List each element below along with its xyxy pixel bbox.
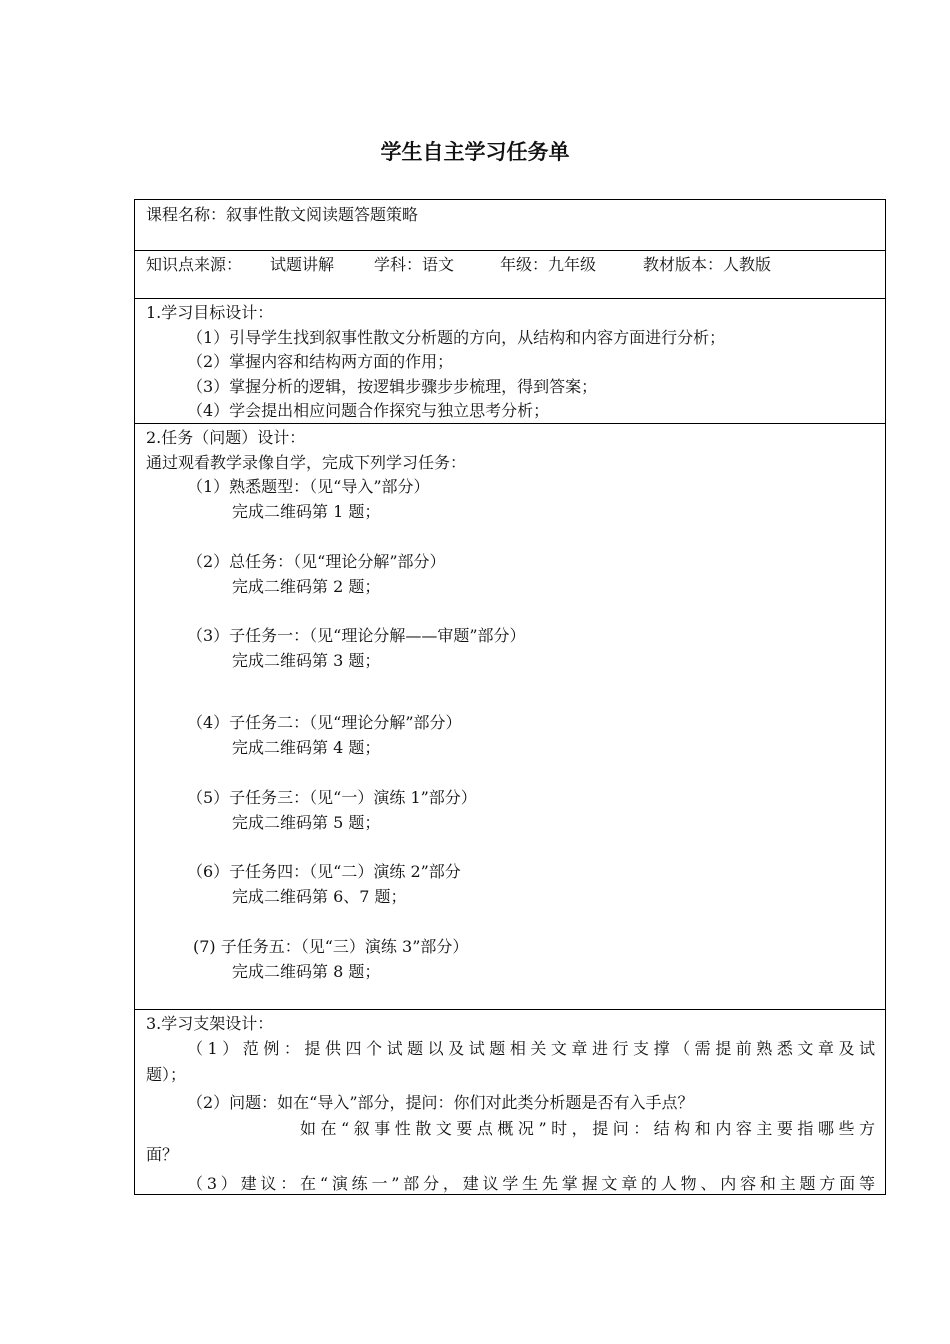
- goals-heading: 1.学习目标设计：: [146, 303, 274, 322]
- course-name: 课程名称：叙事性散文阅读题答题策略: [146, 205, 419, 224]
- goals-section: [135, 299, 885, 424]
- task-detail: 完成二维码第 8 题；: [232, 962, 381, 981]
- task-title: （2）总任务：（见“理论分解”部分）: [187, 552, 446, 571]
- scaffold-question-end: 面？: [146, 1145, 179, 1164]
- task-detail: 完成二维码第 3 题；: [232, 651, 381, 670]
- goal-item: （1）引导学生找到叙事性散文分析题的方向，从结构和内容方面进行分析；: [187, 328, 726, 347]
- scaffold-heading: 3.学习支架设计：: [146, 1014, 274, 1033]
- scaffold-example: （1）范例：提供四个试题以及试题相关文章进行支撑（需提前熟悉文章及试: [187, 1039, 875, 1058]
- scaffold-section: [135, 1010, 885, 1195]
- course-row: [135, 200, 885, 251]
- subject-field: 学科：语文: [374, 255, 455, 274]
- task-title: （3）子任务一：（见“理论分解——审题”部分）: [187, 626, 526, 645]
- task-detail: 完成二维码第 1 题；: [232, 502, 381, 521]
- source-value: 试题讲解: [270, 255, 335, 274]
- task-detail: 完成二维码第 4 题；: [232, 738, 381, 757]
- grade-field: 年级：九年级: [500, 255, 597, 274]
- goal-item: （3）掌握分析的逻辑，按逻辑步骤步步梳理，得到答案；: [187, 377, 598, 396]
- source-label: 知识点来源：: [146, 255, 243, 274]
- task-detail: 完成二维码第 2 题；: [232, 577, 381, 596]
- task-sheet-table: [134, 199, 886, 1195]
- task-title: （6）子任务四：（见“二）演练 2”部分: [187, 862, 461, 881]
- goal-item: （4）学会提出相应问题合作探究与独立思考分析；: [187, 401, 550, 420]
- tasks-intro: 通过观看教学录像自学，完成下列学习任务：: [146, 453, 467, 472]
- scaffold-suggestion: （3）建议：在“演练一”部分，建议学生先掌握文章的人物、内容和主题方面等: [187, 1174, 875, 1193]
- task-title: （1）熟悉题型：（见“导入”部分）: [187, 477, 430, 496]
- scaffold-example-cont: 题）；: [146, 1065, 187, 1084]
- edition-field: 教材版本：人教版: [643, 255, 772, 274]
- tasks-section: [135, 424, 885, 1010]
- task-detail: 完成二维码第 5 题；: [232, 813, 381, 832]
- meta-row: [135, 251, 885, 299]
- page-title: 学生自主学习任务单: [380, 140, 570, 164]
- tasks-heading: 2.任务（问题）设计：: [146, 428, 306, 447]
- scaffold-question-cont: 如在“叙事性散文要点概况”时，提问：结构和内容主要指哪些方: [300, 1119, 875, 1138]
- task-title: （5）子任务三：（见“一）演练 1”部分）: [187, 788, 477, 807]
- task-title: (7) 子任务五：（见“三）演练 3”部分）: [193, 937, 469, 956]
- scaffold-question: （2）问题：如在“导入”部分，提问：你们对此类分析题是否有入手点？: [187, 1093, 694, 1112]
- goal-item: （2）掌握内容和结构两方面的作用；: [187, 352, 454, 371]
- task-detail: 完成二维码第 6、7 题；: [232, 887, 407, 906]
- task-title: （4）子任务二：（见“理论分解”部分）: [187, 713, 462, 732]
